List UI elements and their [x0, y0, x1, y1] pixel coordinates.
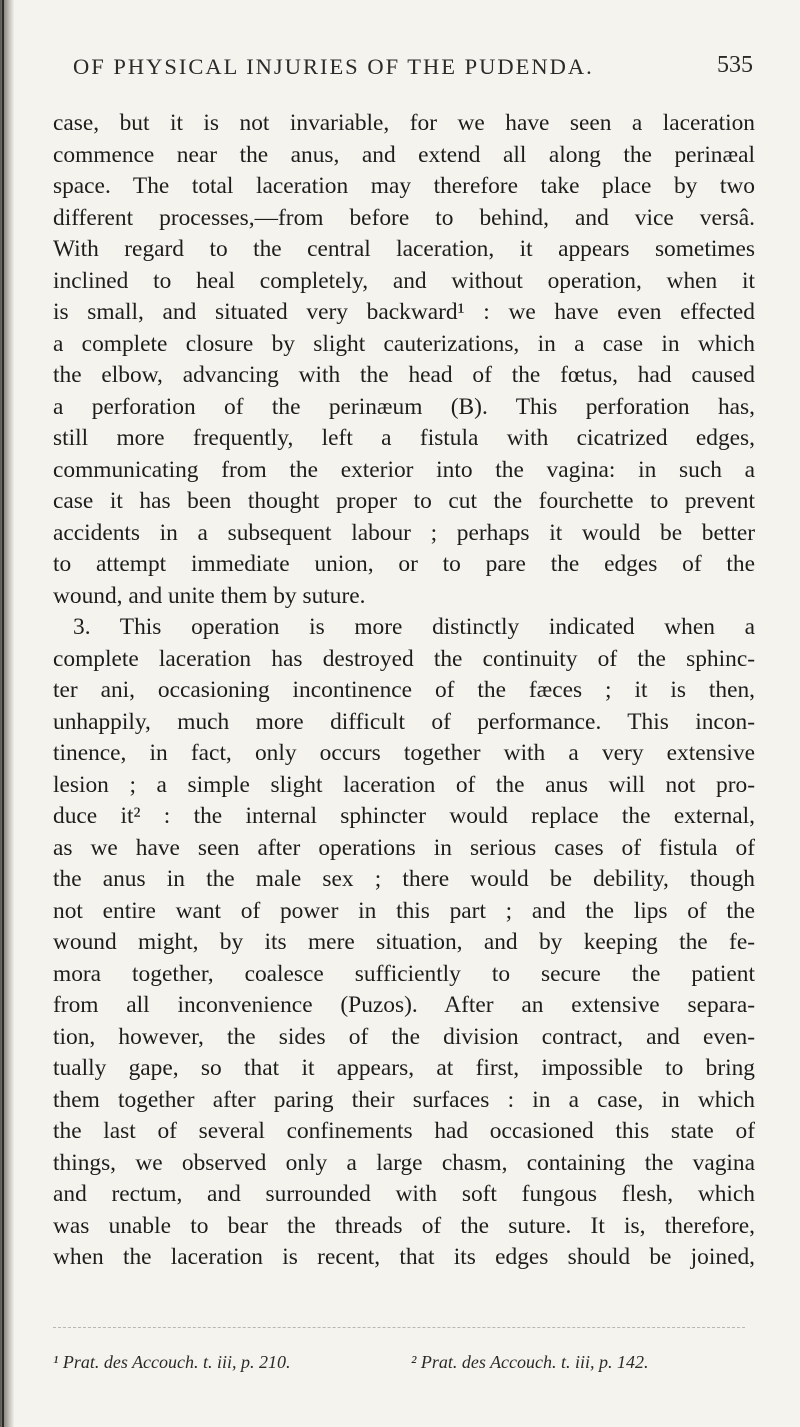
- text-line: 3. This operation is more distinctly indicated when a: [73, 614, 755, 640]
- text-line: lesion ; a simple slight laceration of the anus will not pro-: [53, 771, 755, 798]
- text-line: wound, and unite them by suture.: [53, 582, 366, 609]
- text-line: ter ani, occasioning incontinence of the fæces ; it is then,: [53, 677, 755, 703]
- text-line: duce it² : the internal sphincter would replace the external,: [53, 803, 755, 829]
- text-line: was unable to bear the threads of the suture. It is, therefore,: [53, 1212, 755, 1239]
- page-number: 535: [717, 52, 753, 78]
- text-line: case it has been thought proper to cut the fourchette to prevent: [53, 488, 755, 514]
- text-line: to attempt immediate union, or to pare the edges of the: [53, 551, 755, 577]
- running-title: OF PHYSICAL INJURIES OF THE PUDENDA.: [73, 54, 594, 79]
- text-line: tion, however, the sides of the division contract, and even-: [53, 1023, 755, 1050]
- footnotes: [53, 1352, 755, 1386]
- text-line: a complete closure by slight cauterizations, in a case in which: [53, 330, 755, 357]
- text-line: things, we observed only a large chasm, containing the vagina: [53, 1149, 755, 1176]
- text-line: when the laceration is recent, that its edges should be joined,: [53, 1244, 755, 1270]
- text-line: tinence, in fact, only occurs together with a very extensive: [53, 740, 755, 766]
- text-line: complete laceration has destroyed the continuity of the sphinc-: [53, 645, 755, 672]
- text-line: still more frequently, left a fistula with cicatrized edges,: [53, 425, 755, 451]
- text-line: tually gape, so that it appears, at first, impossible to bring: [53, 1055, 755, 1081]
- text-line: the last of several confinements had occasioned this state of: [53, 1118, 755, 1144]
- text-line: communicating from the exterior into the vagina: in such a: [53, 456, 755, 483]
- text-line: the anus in the male sex ; there would be debility, though: [53, 866, 755, 892]
- text-line: is small, and situated very backward¹ : we have even effected: [53, 299, 755, 325]
- text-line: as we have seen after operations in serious cases of fistula of: [53, 834, 755, 861]
- text-line: a perforation of the perinæum (B). This perforation has,: [53, 393, 755, 420]
- text-line: space. The total laceration may therefore take place by two: [53, 173, 755, 199]
- text-line: unhappily, much more difficult of performance. This incon-: [53, 708, 755, 735]
- footnote-divider: [53, 1327, 745, 1328]
- footnote-1: ¹ Prat. des Accouch. t. iii, p. 210.: [53, 1352, 291, 1372]
- text-line: wound might, by its mere situation, and by keeping the fe-: [53, 929, 755, 955]
- binding-shadow-line: [2, 0, 4, 1427]
- text-line: commence near the anus, and extend all along the perinæal: [53, 141, 755, 168]
- text-line: mora together, coalesce sufficiently to secure the patient: [53, 960, 755, 987]
- text-line: accidents in a subsequent labour ; perhaps it would be better: [53, 519, 755, 546]
- text-line: different processes,—from before to behind, and vice versâ.: [53, 204, 755, 231]
- text-line: them together after paring their surfaces : in a case, in which: [53, 1086, 755, 1113]
- text-line: and rectum, and surrounded with soft fungous flesh, which: [53, 1181, 755, 1207]
- footnote-2: ² Prat. des Accouch. t. iii, p. 142.: [411, 1352, 649, 1372]
- body-text: [53, 108, 755, 1274]
- running-header: [0, 48, 800, 88]
- text-line: case, but it is not invariable, for we have seen a laceration: [53, 110, 755, 136]
- text-line: from all inconvenience (Puzos). After an extensive separa-: [53, 992, 755, 1018]
- text-line: With regard to the central laceration, it appears sometimes: [53, 236, 755, 262]
- text-line: not entire want of power in this part ; and the lips of the: [53, 897, 755, 924]
- text-line: the elbow, advancing with the head of the fœtus, had caused: [53, 362, 755, 388]
- text-line: inclined to heal completely, and without operation, when it: [53, 267, 755, 294]
